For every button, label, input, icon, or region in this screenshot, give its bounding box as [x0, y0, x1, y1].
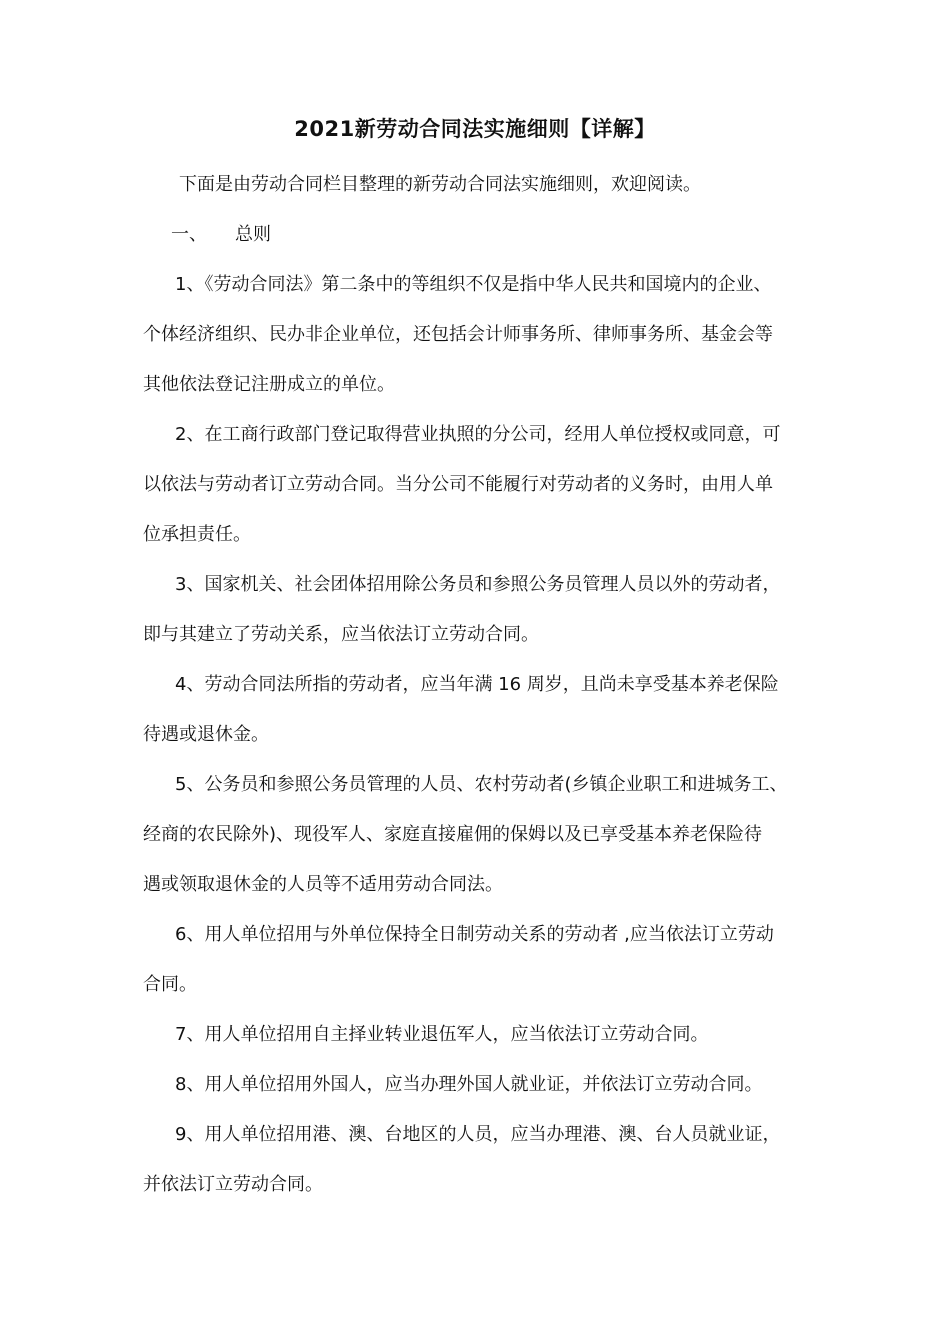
paragraph-5-line-1: 5、公务员和参照公务员管理的人员、农村劳动者(乡镇企业职工和进城务工、 [175, 774, 788, 795]
intro-paragraph: 下面是由劳动合同栏目整理的新劳动合同法实施细则，欢迎阅读。 [179, 174, 701, 195]
document-title: 2021新劳动合同法实施细则【详解】 [294, 117, 656, 141]
section-heading [143, 222, 823, 272]
paragraph-3-line-2: 即与其建立了劳动关系，应当依法订立劳动合同。 [143, 624, 539, 645]
paragraph-4-line-2: 待遇或退休金。 [143, 724, 269, 745]
paragraph-3-line-1: 3、国家机关、社会团体招用除公务员和参照公务员管理人员以外的劳动者， [175, 574, 781, 595]
paragraph-1-line-3: 其他依法登记注册成立的单位。 [143, 374, 395, 395]
paragraph-9-line-2: 并依法订立劳动合同。 [143, 1174, 323, 1195]
paragraph-1-line-1: 1、《劳动合同法》第二条中的等组织不仅是指中华人民共和国境内的企业、 [175, 274, 772, 295]
paragraph-6-line-1: 6、用人单位招用与外单位保持全日制劳动关系的劳动者 ,应当依法订立劳动 [175, 924, 774, 945]
section-number: 一、 [171, 224, 207, 245]
document-body [143, 172, 823, 1222]
section-title: 总则 [235, 224, 271, 245]
paragraph-8-line-1: 8、用人单位招用外国人，应当办理外国人就业证，并依法订立劳动合同。 [175, 1074, 763, 1095]
paragraph-7-line-1: 7、用人单位招用自主择业转业退伍军人，应当依法订立劳动合同。 [175, 1024, 709, 1045]
paragraph-6-line-2: 合同。 [143, 974, 197, 995]
paragraph-4-line-1: 4、劳动合同法所指的劳动者，应当年满 16 周岁，且尚未享受基本养老保险 [175, 674, 779, 695]
paragraph-9-line-1: 9、用人单位招用港、澳、台地区的人员，应当办理港、澳、台人员就业证， [175, 1124, 781, 1145]
paragraph-2-line-1: 2、在工商行政部门登记取得营业执照的分公司，经用人单位授权或同意，可 [175, 424, 781, 445]
paragraph-5-line-3: 遇或领取退休金的人员等不适用劳动合同法。 [143, 874, 503, 895]
paragraph-2-line-3: 位承担责任。 [143, 524, 251, 545]
paragraph-5-line-2: 经商的农民除外)、现役军人、家庭直接雇佣的保姆以及已享受基本养老保险待 [143, 824, 763, 845]
paragraph-2-line-2: 以依法与劳动者订立劳动合同。当分公司不能履行对劳动者的义务时，由用人单 [143, 474, 773, 495]
paragraph-1-line-2: 个体经济组织、民办非企业单位，还包括会计师事务所、律师事务所、基金会等 [143, 324, 773, 345]
